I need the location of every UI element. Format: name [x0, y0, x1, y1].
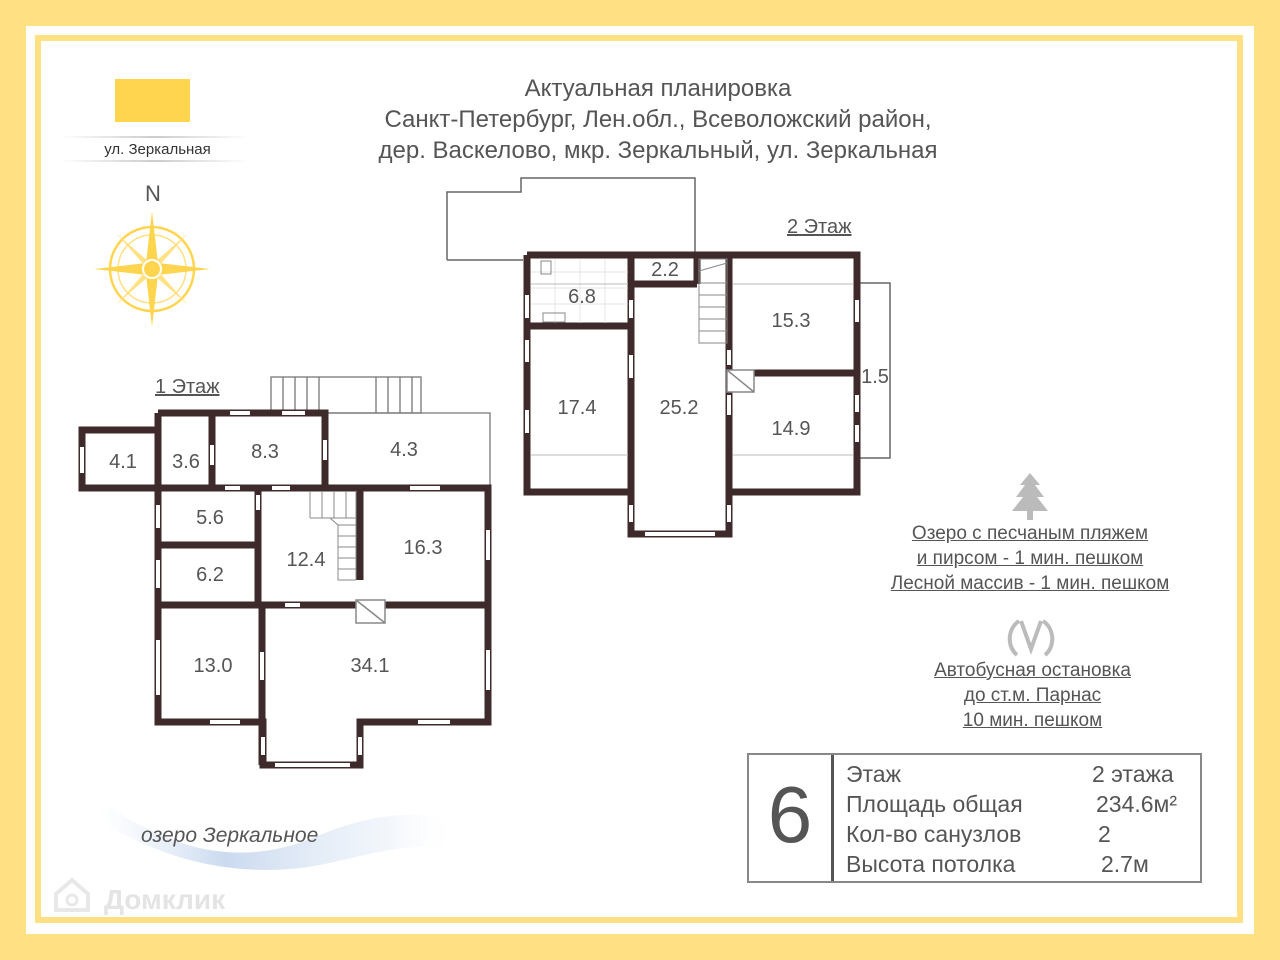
info-label-floors: Этаж [846, 761, 901, 787]
floor-2-label: 2 Этаж [787, 216, 852, 238]
info-value-area: 234.6м² [1096, 791, 1178, 817]
room-15-3: 15.3 [771, 310, 811, 332]
room-4-1: 4.1 [109, 451, 137, 473]
info-label-bathrooms: Кол-во санузлов [846, 821, 1022, 847]
feature-forest: Лесной массив - 1 мин. пешком [890, 573, 1170, 594]
room-16-3: 16.3 [403, 537, 443, 559]
balcony-1-5: 1.5 [861, 366, 889, 388]
street-label: ул. Зеркальная [104, 141, 211, 158]
info-divider [831, 755, 834, 881]
info-value-ceiling: 2.7м [1101, 851, 1149, 877]
info-label-ceiling: Высота потолка [846, 851, 1016, 877]
title-line-1: Актуальная планировка [524, 75, 792, 102]
room-5-6: 5.6 [196, 507, 224, 529]
room-6-8: 6.8 [568, 286, 596, 308]
title-line-2: Санкт-Петербург, Лен.обл., Всеволожский район, [384, 106, 932, 133]
feature-bus-line-1: Автобусная остановка [934, 660, 1131, 681]
info-label-area: Площадь общая [846, 791, 1023, 817]
info-value-floors: 2 этажа [1092, 761, 1174, 787]
room-13-0: 13.0 [193, 655, 233, 677]
feature-bus-line-3: 10 мин. пешком [962, 710, 1103, 731]
info-number: 6 [767, 770, 813, 859]
room-2-2: 2.2 [651, 259, 679, 281]
tree-icon [1012, 473, 1048, 521]
info-box [747, 753, 1202, 883]
room-34-1: 34.1 [350, 655, 390, 677]
room-8-3: 8.3 [251, 441, 279, 463]
feature-lake-line-2: и пирсом - 1 мин. пешком [916, 548, 1144, 569]
room-12-4: 12.4 [286, 549, 326, 571]
feature-bus-line-2: до ст.м. Парнас [963, 685, 1102, 706]
room-3-6: 3.6 [172, 451, 200, 473]
title-line-3: дер. Васкелово, мкр. Зеркальный, ул. Зеркальная [378, 137, 938, 164]
room-25-2: 25.2 [659, 397, 699, 419]
room-4-3: 4.3 [390, 439, 418, 461]
room-6-2: 6.2 [196, 564, 224, 586]
feature-lake-line-1: Озеро с песчаным пляжем [911, 523, 1149, 544]
room-14-9: 14.9 [771, 418, 811, 440]
compass-north-label: N [145, 181, 161, 206]
info-value-bathrooms: 2 [1098, 821, 1111, 847]
metro-icon [1005, 615, 1057, 659]
lake-label: озеро Зеркальное [141, 824, 319, 847]
room-17-4: 17.4 [557, 397, 597, 419]
watermark-text: Домклик [104, 884, 226, 915]
house-logo-icon [52, 874, 92, 914]
floor-1-label: 1 Этаж [155, 376, 220, 398]
